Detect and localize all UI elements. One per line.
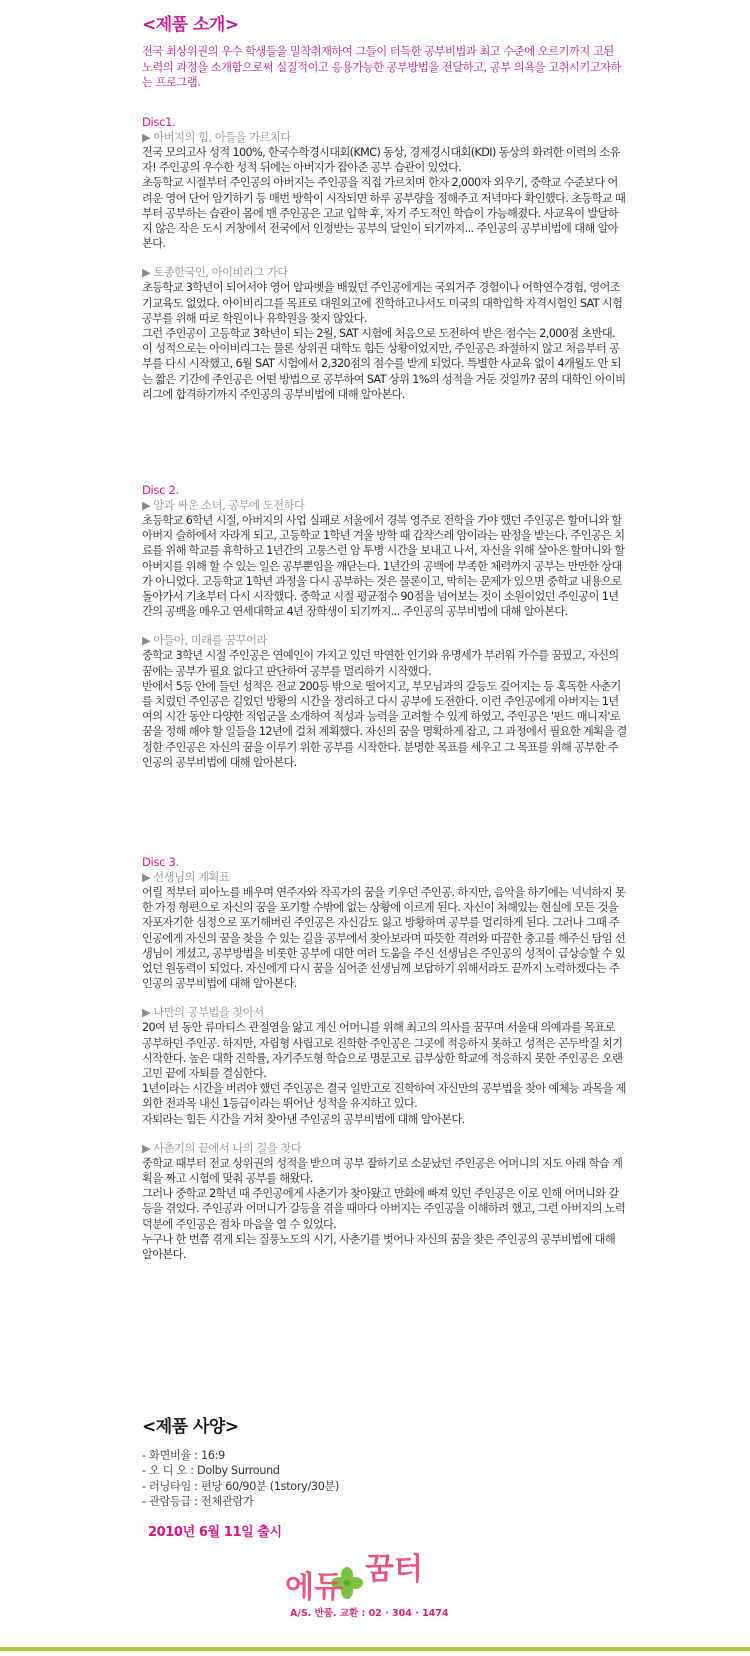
disc-3 xyxy=(142,855,627,1262)
disc-section xyxy=(142,1141,627,1262)
section-paragraph: 자퇴라는 힘든 시간을 거쳐 찾아낸 주인공의 공부비법에 대해 알아본다. xyxy=(142,1112,465,1126)
spec-item: - 오 디 오 : Dolby Surround xyxy=(142,1464,280,1478)
section-subtitle: ▶ 아들아, 미래를 꿈꾸어라 xyxy=(142,634,267,648)
section-subtitle: ▶ 나만의 공부법을 찾아서 xyxy=(142,1006,264,1020)
disc-2 xyxy=(142,483,627,770)
section-subtitle: ▶ 토종한국인, 아이비리그 가다 xyxy=(142,266,288,280)
section-paragraph: 중학교 3학년 시절 주인공은 연예인이 가지고 있던 막연한 인기와 유명세가 부러워 가수를 꿈꿨고, 자신의 꿈에는 공부가 필요 없다고 판단하여 공부를 멀리하기 시작했다. xyxy=(142,649,619,678)
spec-item: - 화면비율 : 16:9 xyxy=(142,1449,225,1462)
spec-item: - 러닝타임 : 편당 60/90분 (1story/30분) xyxy=(142,1479,340,1493)
intro-heading: <제품 소개> xyxy=(142,15,239,35)
specs-heading: <제품 사양> xyxy=(142,1417,239,1437)
section-paragraph: 반에서 5등 안에 들던 성적은 전교 200등 밖으로 떨어지고, 부모님과의 갈등도 깊어지는 등 혹독한 사춘기를 치렀던 주인공은 길었던 방황의 시간을 정리하고 다시 공부에 도전한다. 이런 주인공에게 아버지는 1년여의 시간 동안 다양한 직업군을 소개하여 적성과 능력을 고려할 수 있게 하였고, 주인공은 '펀드 매니저'로 꿈을 정해 해야 할 일들을 12년에 걸쳐 계획했다. 자신의 꿈을 명확하게 잡고, 그 과정에서 필요한 계획을 결정한 주인공은 자신의 꿈을 이루기 위한 공부를 시작한다. 분명한 목표를 세우고 그 목표를 위해 공부한 주인공의 공부비법에 대해 알아본다. xyxy=(142,679,627,769)
section-paragraph: 중학교 때부터 전교 상위권의 성적을 받으며 공부 잘하기로 소문났던 주인공은 어머니의 지도 아래 학습 계획을 짜고 시험에 맞춰 공부를 해왔다. xyxy=(142,1156,623,1186)
footer-divider xyxy=(0,1647,750,1651)
disc-section xyxy=(142,130,627,251)
logo-text-right: 꿈터 xyxy=(365,1552,423,1587)
section-subtitle: ▶ 선생님의 계획표 xyxy=(142,871,230,884)
disc-section xyxy=(142,633,627,770)
section-subtitle: ▶ 암과 싸운 소녀, 공부에 도전하다 xyxy=(142,499,305,512)
logo-text-left: 에듀 xyxy=(285,1570,343,1605)
disc-1 xyxy=(142,115,627,402)
disc-section xyxy=(142,870,627,991)
disc-title: Disc 2. xyxy=(142,483,179,497)
section-paragraph: 그런 주인공이 고등학교 3학년이 되는 2월, SAT 시험에 처음으로 도전하여 받은 점수는 2,000점 초반대. 이 성적으로는 아이비리그는 물론 상위권 대학도 힘든 상황이었지만, 주인공은 좌절하지 않고 처음부터 공부를 다시 시작했고, 6월 SAT 시험에서 2,320점의 점수를 받게 되었다. 특별한 사교육 없이 4개월도 안 되는 짧은 기간에 주인공은 어떤 방법으로 공부하여 SAT 상위 1%의 성적을 거둔 것일까? 꿈의 대학인 아이비리그에 합격하기까지 주인공의 공부비법에 대해 알아본다. xyxy=(142,327,626,401)
section-subtitle: ▶ 사춘기의 끝에서 나의 길을 찾다 xyxy=(142,1141,302,1155)
section-paragraph: 초등학교 6학년 시절, 아버지의 사업 실패로 서울에서 경북 영주로 전학을 가야 했던 주인공은 할머니와 할아버지 슬하에서 자라게 되고, 고등학교 1학년 겨울 방학 때 갑작스레 암이라는 판정을 받는다. 주인공은 치료를 위해 학교를 휴학하고 1년간의 고통스런 암 투병 시간을 보내고 나서, 자신을 위해 살아온 할머니와 할아버지를 위해 할 수 있는 일은 공부뿐임을 깨닫는다. 1년간의 공백에 부족한 체력까지 공부는 만만한 상대가 아니었다. 고등학교 1학년 과정을 다시 공부하는 것은 물론이고, 막히는 문제가 있으면 중학교 내용으로 돌아가서 기초부터 다시 시작했다. 중학교 시절 평균점수 90점을 넘어보는 것이 소원이었던 주인공이 1년간의 공백을 메우고 연세대학교 4년 장학생이 되기까지... 주인공의 공부비법에 대해 알아본다. xyxy=(142,514,625,619)
section-paragraph: 누구나 한 번쯤 겪게 되는 질풍노도의 시기, 사춘기를 벗어나 자신의 꿈을 찾은 주인공의 공부비법에 대해 알아본다. xyxy=(142,1232,616,1262)
brand-logo xyxy=(285,1545,460,1620)
section-paragraph: 20여 년 동안 류마티스 관절염을 앓고 계신 어머니를 위해 최고의 의사를 꿈꾸며 서울대 의예과를 목표로 공부하던 주인공. 하지만, 자립형 사립고로 진학한 주인공은 그곳에 적응하지 못하고 성적은 곤두박질 치기 시작한다. 높은 대학 진학률, 자기주도형 학습으로 명문고로 급부상한 학교에 적응하지 못한 주인공은 오랜 고민 끝에 자퇴를 결심한다. xyxy=(142,1021,623,1081)
clover-icon xyxy=(285,1545,460,1620)
disc-section xyxy=(142,498,627,619)
disc-section xyxy=(142,1005,627,1126)
disc-title: Disc 3. xyxy=(142,855,179,869)
section-paragraph: 어릴 적부터 피아노를 배우며 연주자와 작곡가의 꿈을 키우던 주인공. 하지만, 음악을 하기에는 넉넉하지 못한 가정 형편으로 자신의 꿈을 포기할 수밖에 없는 상황에 이르게 된다. 자신이 처해있는 현실에 모든 것을 자포자기한 심정으로 포기해버린 주인공은 자신감도 잃고 방황하며 공부를 멀리하게 된다. 그러나 그때 주인공에게 자신의 꿈을 찾을 수 있는 길을 공부에서 찾아보라며 따뜻한 격려와 따끔한 충고를 해주신 담임 선생님이 계셨고, 공부방법을 비롯한 공부에 대한 여러 도움을 주신 선생님은 주인공의 성적이 급상승할 수 있었던 원동력이 되었다. 자신에게 다시 꿈을 심어준 선생님께 보답하기 위해서라도 끝까지 노력하겠다는 주인공의 공부비법에 대해 알아본다. xyxy=(142,886,626,991)
section-subtitle: ▶ 아버지의 힘, 아들을 가르치다 xyxy=(142,131,291,144)
section-paragraph: 그러나 중학교 2학년 때 주인공에게 사춘기가 찾아왔고 만화에 빠져 있던 주인공은 이로 인해 어머니와 갈등을 겪었다. 주인공과 어머니가 갈등을 겪을 때마다 아버지는 주인공을 이해하려 했고, 그런 아버지의 노력 덕분에 주인공은 점차 마음을 열 수 있었다. xyxy=(142,1187,626,1231)
disc-section xyxy=(142,265,627,402)
disc-title: Disc1. xyxy=(142,115,176,129)
intro-text: 전국 최상위권의 우수 학생들을 밀착취재하여 그들이 터득한 공부비법과 최고 수준에 오르기까지 고된 노력의 과정을 소개함으로써 실질적이고 응용가능한 공부방법을 전달하고, 공부 의욕을 고취시키고자하는 프로그램. xyxy=(142,45,622,89)
section-paragraph: 전국 모의고사 성적 100%, 한국수학경시대회(KMC) 동상, 경제경시대회(KDI) 동상의 화려한 이력의 소유자! 주인공의 우수한 성적 뒤에는 아버지가 잡아준 공부 습관이 있었다. xyxy=(142,146,620,175)
spec-item: - 관람등급 : 전체관람가 xyxy=(142,1494,254,1508)
specs-list xyxy=(142,1448,339,1509)
contact-text: A/S. 반품. 교환 : 02 · 304 · 1474 xyxy=(290,1608,449,1619)
section-paragraph: 1년이라는 시간을 버려야 했던 주인공은 결국 일반고로 진학하여 자신만의 공부법을 찾아 예체능 과목을 제외한 전과목 내신 1등급이라는 뛰어난 성적을 유지하고 있다. xyxy=(142,1082,626,1111)
section-paragraph: 초등학교 3학년이 되어서야 영어 알파벳을 배웠던 주인공에게는 국외거주 경험이나 어학연수경험, 영어조기교육도 없었다. 아이비리그를 목표로 대원외고에 진학하고나서도 미국의 대학입학 자격시험인 SAT 시험공부를 위해 따로 학원이나 유학원을 찾지 않았다. xyxy=(142,281,623,325)
release-date: 2010년 6월 11일 출시 xyxy=(148,1525,282,1540)
section-paragraph: 초등학교 시절부터 주인공의 아버지는 주인공을 직접 가르치며 한자 2,000자 외우기, 중학교 수준보다 어려운 영어 단어 암기하기 등 매번 방학이 시작되면 하루 공부량을 정해주고 저녁마다 확인했다. 초등학교 때부터 공부하는 습관이 몸에 밴 주인공은 고교 입학 후, 자기 주도적인 학습이 가능해졌다. 사교육이 발달하지 않은 작은 도시 거창에서 전국에서 인정받는 공부의 달인이 되기까지... 주인공의 공부비법에 대해 알아본다. xyxy=(142,176,626,251)
